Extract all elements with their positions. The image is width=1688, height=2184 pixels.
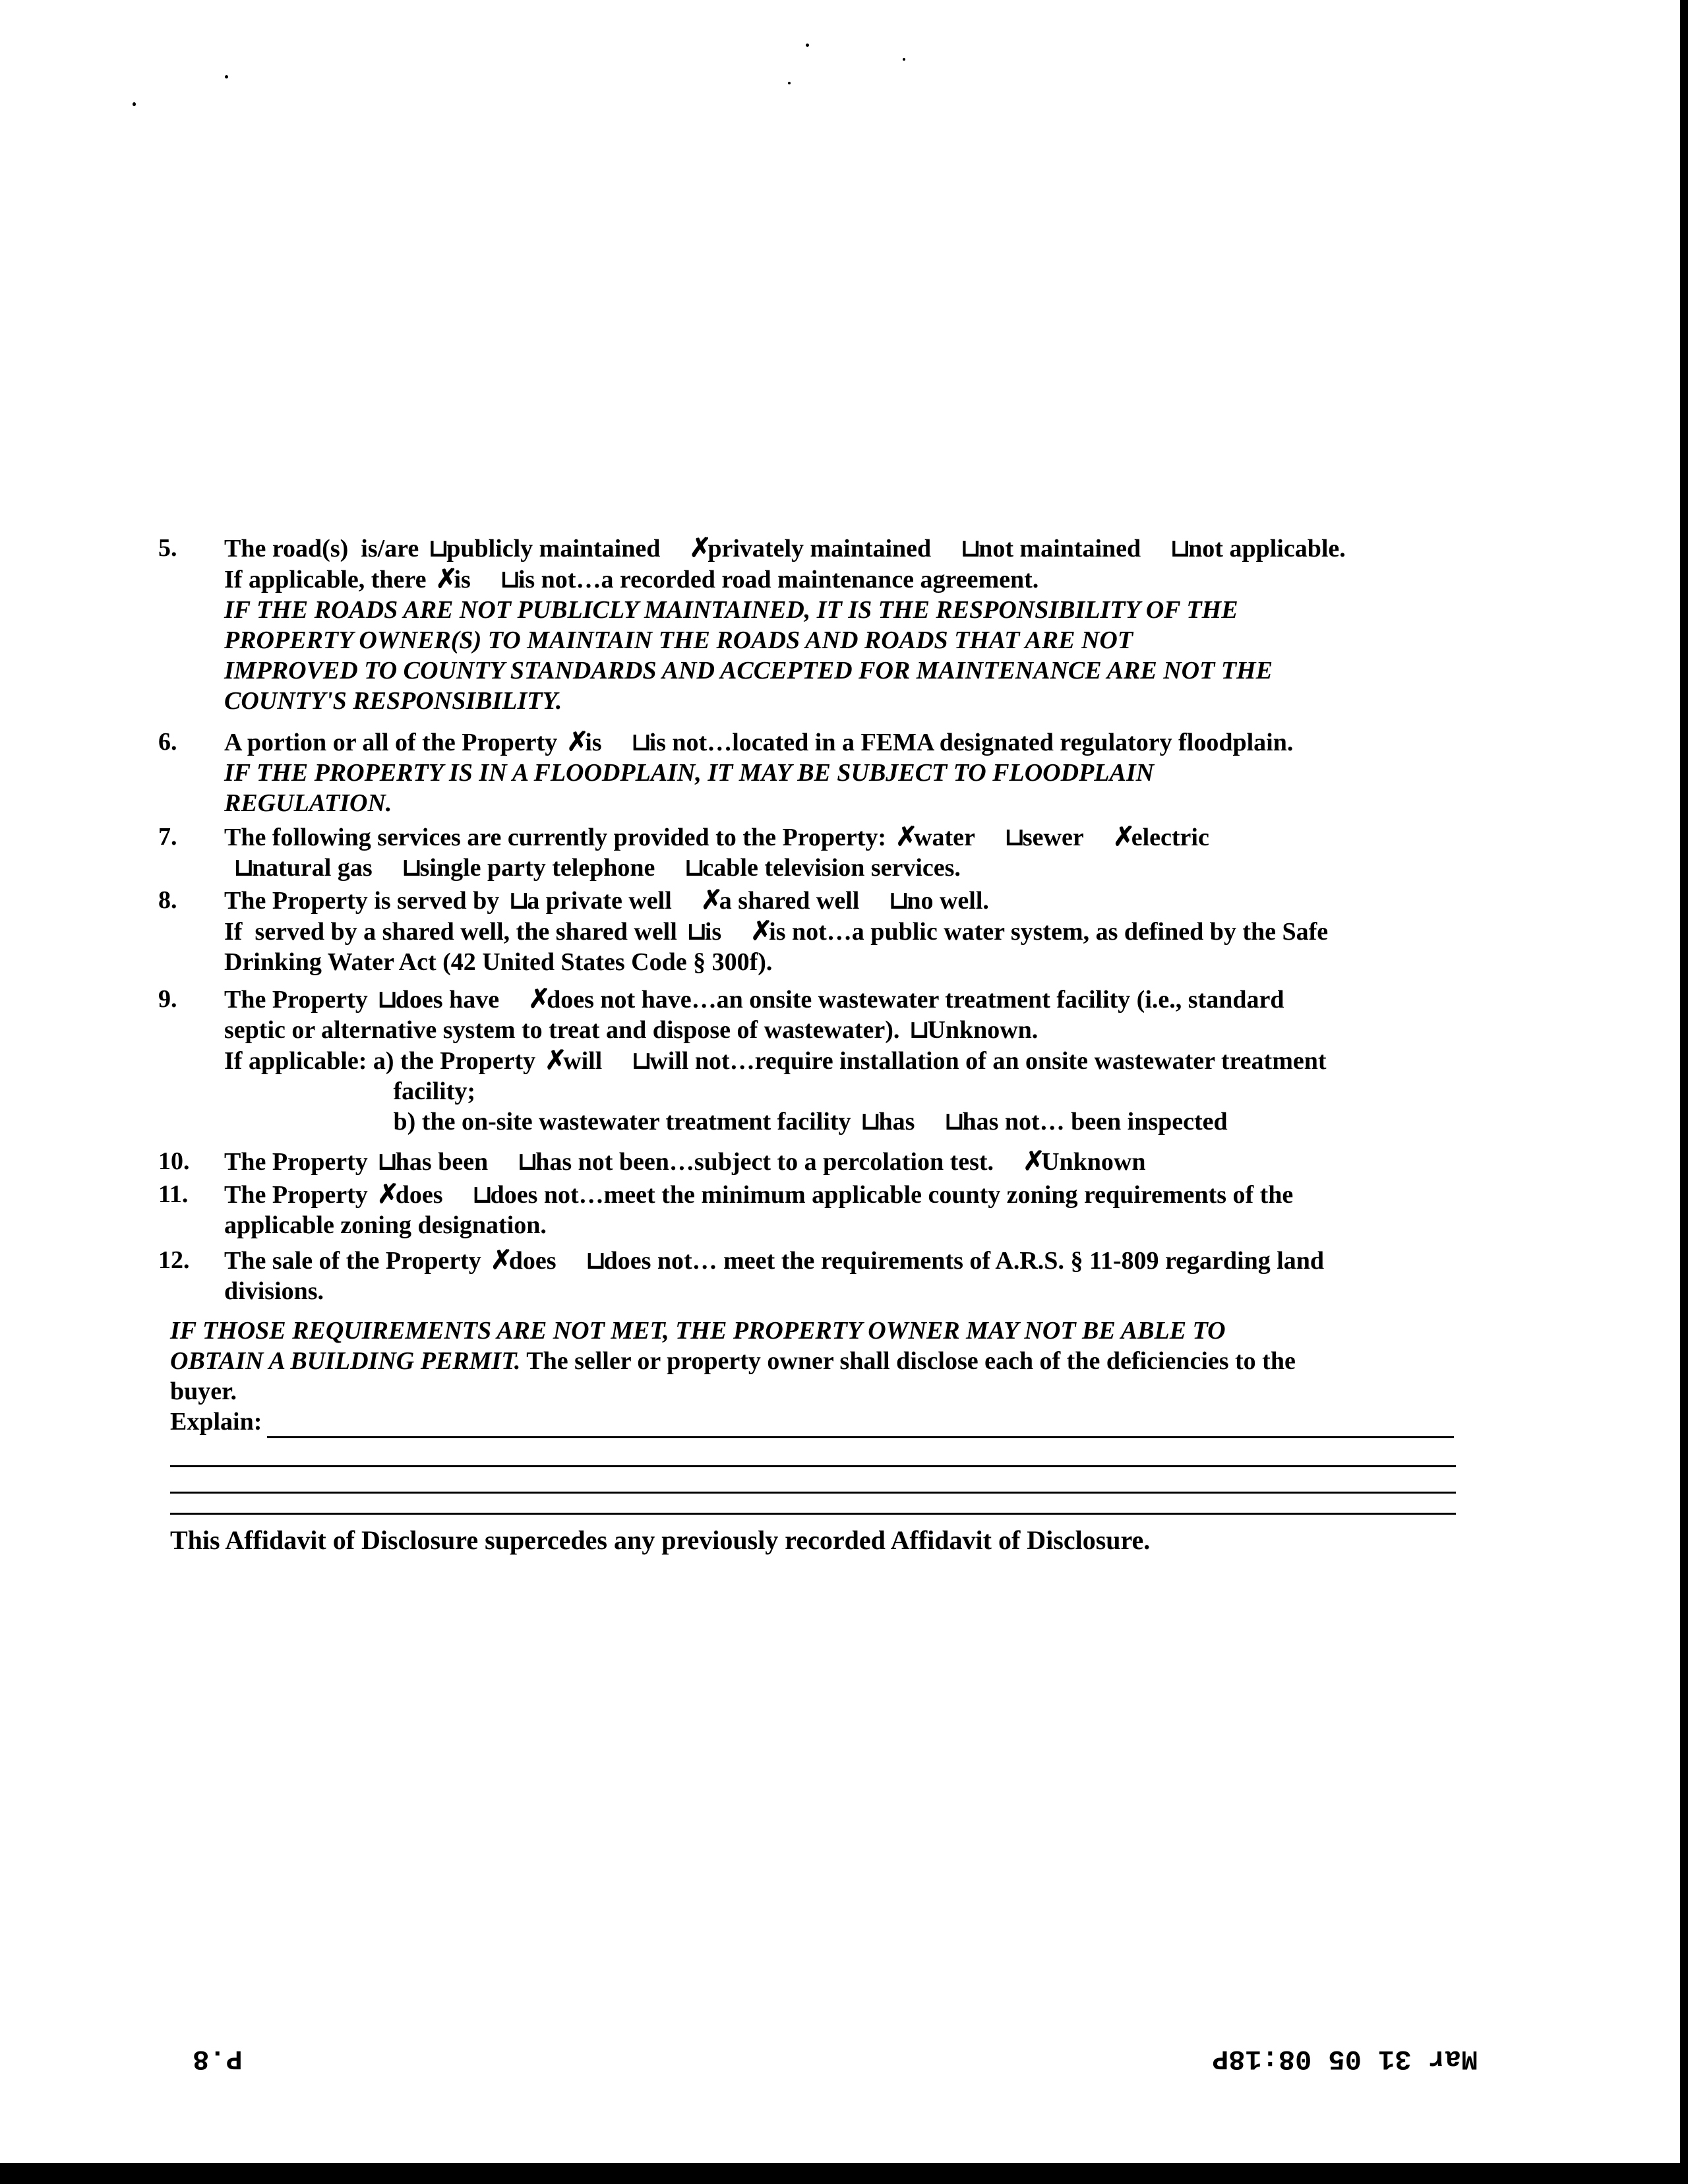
- checkbox-label: is not…located in a FEMA designated regulatory floodplain.: [649, 729, 1294, 756]
- checkbox-option[interactable]: [233, 853, 373, 883]
- warning-line: REGULATION.: [224, 789, 392, 817]
- checkbox-option[interactable]: [377, 985, 499, 1015]
- item-9: [158, 984, 1477, 1137]
- item-5: [158, 533, 1477, 716]
- checked-box-icon[interactable]: ✗: [490, 1245, 513, 1275]
- checkbox-label: does not… meet the requirements of A.R.S. § 11-809 regarding land: [603, 1247, 1325, 1275]
- item-text: facility;: [224, 1077, 476, 1105]
- item-text: septic or alternative system to treat and dispose of wastewater).: [224, 1016, 900, 1044]
- empty-box-icon[interactable]: ⊔: [517, 1148, 539, 1176]
- empty-box-icon[interactable]: ⊔: [1170, 535, 1191, 562]
- item-text: Drinking Water Act (42 United States Code § 300f).: [224, 948, 773, 976]
- checkbox-label: does not have…an onsite wastewater treatment facility (i.e., standard: [547, 986, 1284, 1014]
- fax-timestamp: Mar 31 05 08:18P: [1212, 2043, 1478, 2075]
- empty-box-icon[interactable]: ⊔: [909, 1016, 930, 1044]
- checkbox-label: not maintained: [979, 535, 1141, 562]
- item-text: The sale of the Property: [224, 1247, 481, 1275]
- empty-box-icon[interactable]: ⊔: [499, 566, 521, 593]
- checkbox-label: a private well: [527, 887, 672, 915]
- checkbox-label: Unknown: [1041, 1148, 1146, 1176]
- checkbox-label: is not…a public water system, as defined by the Safe: [769, 918, 1329, 946]
- item-line: [224, 822, 1477, 853]
- checkbox-label: Unknown.: [927, 1016, 1039, 1044]
- checked-box-icon[interactable]: ✗: [1023, 1146, 1045, 1176]
- checked-box-icon[interactable]: ✗: [750, 916, 773, 946]
- checkbox-label: has: [878, 1108, 915, 1136]
- checkbox-option[interactable]: [631, 1046, 1326, 1076]
- item-text: The Property is served by: [224, 887, 500, 915]
- checkbox-option[interactable]: [960, 533, 1141, 564]
- item-text: b) the on-site wastewater treatment facility: [224, 1108, 851, 1136]
- item-line: [224, 947, 1477, 977]
- checkbox-option[interactable]: [491, 1245, 557, 1276]
- item-line: [224, 564, 1477, 595]
- checkbox-option[interactable]: [895, 822, 975, 853]
- item-line: [224, 1210, 1477, 1240]
- checkbox-option[interactable]: [1113, 822, 1209, 853]
- checkbox-option[interactable]: [686, 917, 721, 947]
- checkbox-label: is: [454, 566, 471, 593]
- item-text: If applicable: a) the Property: [224, 1047, 536, 1075]
- item-line: [224, 1015, 1477, 1045]
- empty-box-icon[interactable]: ⊔: [377, 986, 398, 1014]
- checkbox-label: will: [563, 1047, 603, 1075]
- checkbox-label: not applicable.: [1188, 535, 1346, 562]
- checkbox-label: does not…meet the minimum applicable county zoning requirements of the: [490, 1181, 1294, 1209]
- item-line: [224, 916, 1477, 947]
- checkbox-option[interactable]: [472, 1180, 1294, 1210]
- explain-line-2[interactable]: [170, 1465, 1456, 1467]
- item-text: The Property: [224, 1148, 368, 1176]
- item-line: [224, 1045, 1477, 1076]
- warning-line: IF THE ROADS ARE NOT PUBLICLY MAINTAINED, IT IS THE RESPONSIBILITY OF THE: [224, 596, 1238, 624]
- checked-box-icon[interactable]: ✗: [435, 564, 458, 593]
- checked-box-icon[interactable]: ✗: [545, 1045, 567, 1075]
- item-line: [224, 533, 1477, 564]
- item-number: 6.: [158, 728, 177, 756]
- checkbox-option[interactable]: [944, 1107, 1227, 1137]
- checkbox-option[interactable]: [508, 886, 672, 916]
- item-text: If served by a shared well, the shared well: [224, 918, 677, 946]
- checkbox-option[interactable]: [750, 916, 1328, 947]
- empty-box-icon[interactable]: ⊔: [888, 887, 910, 915]
- item-line: [224, 885, 1477, 916]
- checkbox-label: has not been…subject to a percolation test.: [535, 1148, 994, 1176]
- checkbox-option[interactable]: [566, 727, 601, 758]
- checkbox-label: single party telephone: [419, 854, 655, 882]
- empty-box-icon[interactable]: ⊔: [686, 918, 708, 946]
- checkbox-option[interactable]: [517, 1147, 994, 1177]
- checkbox-label: electric: [1131, 824, 1209, 851]
- checkbox-option[interactable]: [631, 727, 1294, 758]
- checkbox-option[interactable]: [402, 853, 655, 883]
- checkbox-label: will not…require installation of an onsite wastewater treatment: [649, 1047, 1327, 1075]
- explain-line-4[interactable]: [170, 1513, 1456, 1515]
- checked-box-icon[interactable]: ✗: [689, 533, 711, 562]
- checkbox-label: no well.: [907, 887, 989, 915]
- empty-box-icon[interactable]: ⊔: [377, 1148, 398, 1176]
- checked-box-icon[interactable]: ✗: [566, 727, 589, 756]
- scan-speck: [788, 82, 791, 84]
- checkbox-label: is: [585, 729, 602, 756]
- checkbox-option[interactable]: [1170, 533, 1346, 564]
- item-number: 11.: [158, 1180, 189, 1208]
- closing-warning-line-2: OBTAIN A BUILDING PERMIT.: [170, 1347, 521, 1375]
- item-number: 5.: [158, 534, 177, 562]
- item-text: A portion or all of the Property: [224, 729, 558, 756]
- warning-line: COUNTY'S RESPONSIBILITY.: [224, 687, 562, 715]
- item-text: applicable zoning designation.: [224, 1211, 547, 1239]
- scan-speck: [133, 102, 136, 106]
- item-12: [158, 1245, 1477, 1306]
- checkbox-label: water: [914, 824, 975, 851]
- scan-speck: [225, 75, 228, 78]
- empty-box-icon[interactable]: ⊔: [401, 854, 423, 882]
- checkbox-option[interactable]: [684, 853, 961, 883]
- closing-text: The seller or property owner shall disclose each of the deficiencies to the: [520, 1347, 1296, 1375]
- empty-box-icon[interactable]: ⊔: [631, 1047, 653, 1075]
- scan-edge-right: [1680, 0, 1688, 2184]
- item-8: [158, 885, 1477, 977]
- item-number: 7.: [158, 823, 177, 851]
- checkbox-option[interactable]: [860, 1107, 915, 1137]
- checkbox-label: does: [395, 1181, 443, 1209]
- checkbox-option[interactable]: [1023, 1146, 1145, 1177]
- empty-box-icon[interactable]: ⊔: [860, 1108, 882, 1136]
- checkbox-label: sewer: [1022, 824, 1084, 851]
- checkbox-label: is not…a recorded road maintenance agreement.: [518, 566, 1039, 593]
- checkbox-option[interactable]: [909, 1015, 1038, 1045]
- checkbox-option[interactable]: [377, 1179, 443, 1210]
- item-line: [224, 1076, 1477, 1107]
- item-line: [224, 984, 1477, 1015]
- checkbox-option[interactable]: [500, 564, 1039, 595]
- closing-warning-line-1: IF THOSE REQUIREMENTS ARE NOT MET, THE PROPERTY OWNER MAY NOT BE ABLE TO: [170, 1317, 1226, 1345]
- scan-edge-bottom: [0, 2163, 1688, 2184]
- empty-box-icon[interactable]: ⊔: [508, 887, 530, 915]
- checkbox-option[interactable]: [435, 564, 470, 595]
- checkbox-label: has been: [395, 1148, 489, 1176]
- warning-line: IF THE PROPERTY IS IN A FLOODPLAIN, IT MAY BE SUBJECT TO FLOODPLAIN: [224, 759, 1155, 787]
- empty-box-icon[interactable]: ⊔: [585, 1247, 607, 1275]
- checkbox-label: is: [704, 918, 722, 946]
- checkbox-label: natural gas: [252, 854, 373, 882]
- checked-box-icon[interactable]: ✗: [377, 1179, 400, 1209]
- checked-box-icon[interactable]: ✗: [700, 885, 723, 915]
- item-7: [158, 822, 1477, 883]
- closing-statement: [170, 1316, 1456, 1437]
- item-line: [224, 1179, 1477, 1210]
- item-text: The following services are currently provided to the Property:: [224, 824, 887, 851]
- item-line: [224, 1245, 1477, 1276]
- checkbox-label: a shared well: [719, 887, 860, 915]
- empty-box-icon[interactable]: ⊔: [960, 535, 982, 562]
- checkbox-label: publicly maintained: [446, 535, 661, 562]
- empty-box-icon[interactable]: ⊔: [684, 854, 706, 882]
- scan-speck: [903, 58, 905, 61]
- item-text: divisions.: [224, 1277, 324, 1305]
- checkbox-option[interactable]: [689, 533, 931, 564]
- empty-box-icon[interactable]: ⊔: [1004, 824, 1025, 851]
- checkbox-option[interactable]: [701, 885, 860, 916]
- supersede-note: This Affidavit of Disclosure supercedes any previously recorded Affidavit of Disclosure.: [170, 1525, 1151, 1555]
- checkbox-option[interactable]: [1004, 822, 1084, 853]
- warning-line: PROPERTY OWNER(S) TO MAINTAIN THE ROADS AND ROADS THAT ARE NOT: [224, 626, 1133, 654]
- checked-box-icon[interactable]: ✗: [1112, 822, 1135, 851]
- checkbox-label: cable television services.: [702, 854, 961, 882]
- item-text: The Property: [224, 1181, 368, 1209]
- empty-box-icon[interactable]: ⊔: [233, 854, 255, 882]
- item-line: [224, 1107, 1477, 1137]
- item-10: [158, 1146, 1477, 1177]
- closing-text-continued: buyer.: [170, 1378, 237, 1405]
- checkbox-option[interactable]: [377, 1147, 488, 1177]
- item-number: 9.: [158, 985, 177, 1013]
- empty-box-icon[interactable]: ⊔: [630, 729, 652, 756]
- checkbox-option[interactable]: [545, 1045, 602, 1076]
- item-11: [158, 1179, 1477, 1240]
- item-text: If applicable, there: [224, 566, 427, 593]
- item-number: 8.: [158, 886, 177, 914]
- fax-page-number: P.8: [193, 2043, 243, 2075]
- scan-speck: [806, 44, 809, 47]
- checkbox-label: privately maintained: [708, 535, 932, 562]
- item-6: [158, 727, 1477, 818]
- checked-box-icon[interactable]: ✗: [528, 984, 551, 1014]
- empty-box-icon[interactable]: ⊔: [944, 1108, 965, 1136]
- item-number: 10.: [158, 1147, 190, 1175]
- checkbox-option[interactable]: [428, 533, 660, 564]
- checkbox-label: does have: [395, 986, 500, 1014]
- checkbox-label: has not… been inspected: [962, 1108, 1228, 1136]
- explain-line-1[interactable]: [267, 1436, 1454, 1438]
- empty-box-icon[interactable]: ⊔: [428, 535, 450, 562]
- warning-line: IMPROVED TO COUNTY STANDARDS AND ACCEPTED FOR MAINTENANCE ARE NOT THE: [224, 657, 1273, 684]
- checkbox-option[interactable]: [888, 886, 989, 916]
- explain-line-3[interactable]: [170, 1492, 1456, 1494]
- item-line: [224, 853, 1477, 883]
- item-line: [224, 1146, 1477, 1177]
- item-line: [224, 1276, 1477, 1306]
- item-line: [224, 727, 1477, 758]
- checkbox-option[interactable]: [586, 1246, 1324, 1276]
- explain-label: Explain:: [170, 1408, 262, 1436]
- item-text: The Property: [224, 986, 368, 1014]
- checkbox-option[interactable]: [528, 984, 1284, 1015]
- empty-box-icon[interactable]: ⊔: [471, 1181, 493, 1209]
- checkbox-label: does: [508, 1247, 557, 1275]
- item-number: 12.: [158, 1246, 190, 1274]
- item-text: The road(s) is/are: [224, 535, 419, 562]
- checked-box-icon[interactable]: ✗: [895, 822, 918, 851]
